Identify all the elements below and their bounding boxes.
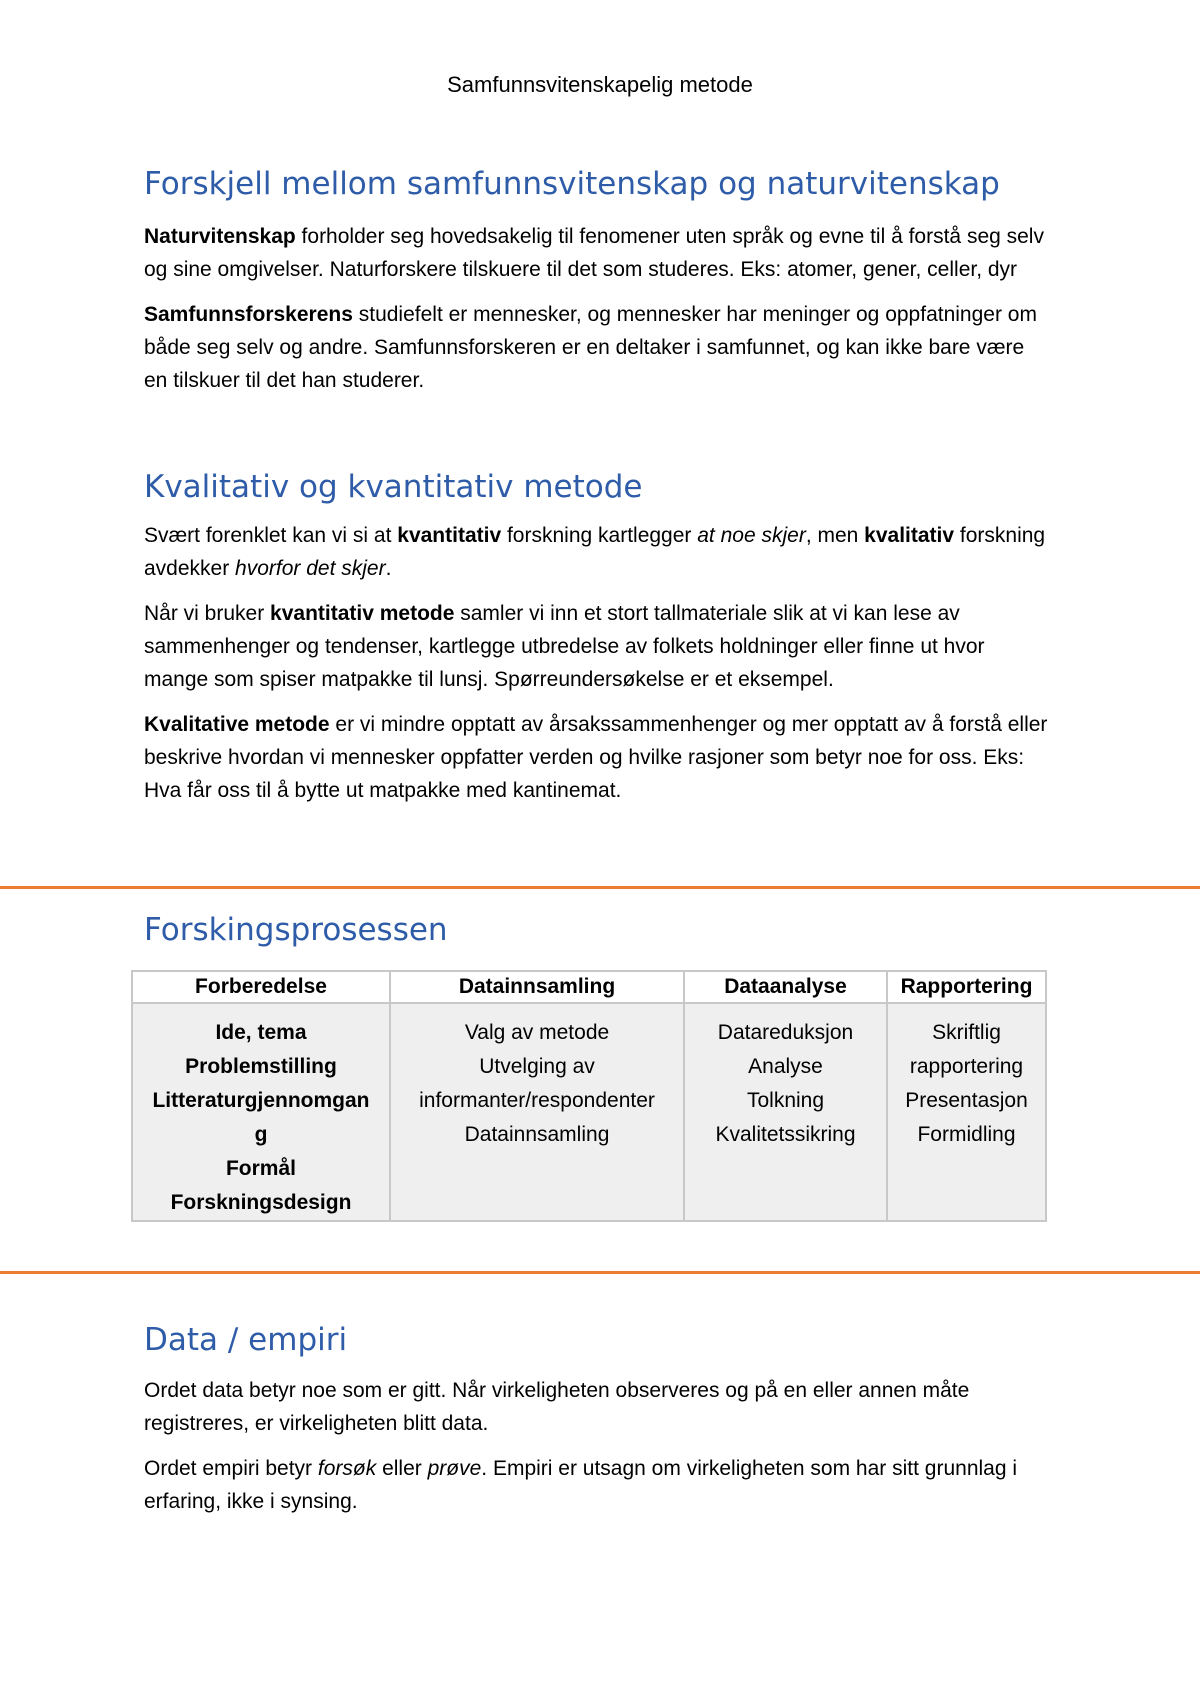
- cell-line: Formål: [225, 1157, 296, 1180]
- cell-line: Forskningsdesign: [170, 1191, 352, 1214]
- cell-line: Ide, tema: [215, 1021, 307, 1044]
- table-cell: [132, 1003, 390, 1221]
- section-research-process: [144, 910, 1049, 950]
- section-differences: [144, 164, 1049, 397]
- paragraph: Ordet data betyr noe som er gitt. Når virkeligheten observeres og på en eller annen måte registreres, er virkeligheten blitt data.: [144, 1379, 970, 1435]
- table-header-row: [132, 971, 1046, 1003]
- cell-line: Valg av metode: [464, 1021, 610, 1044]
- cell-line: Kvalitetssikring: [715, 1123, 856, 1146]
- paragraph-text: . Empiri er utsagn om virkeligheten som har sitt grunnlag i erfaring, ikke i synsing.: [144, 1457, 1018, 1513]
- paragraph: [144, 519, 1049, 585]
- cell-line: Litteraturgjennomgan: [152, 1089, 370, 1112]
- orange-divider: [0, 1271, 1200, 1274]
- paragraph-text: Ordet empiri betyr: [144, 1457, 318, 1480]
- paragraph-text: eller: [376, 1457, 428, 1480]
- italic-text: at noe skjer: [697, 524, 806, 547]
- cell-line: g: [254, 1123, 268, 1146]
- table-header-cell: Rapportering: [887, 971, 1046, 1003]
- table-header-cell: Dataanalyse: [684, 971, 887, 1003]
- table-header-cell: Forberedelse: [132, 971, 390, 1003]
- section-heading: Kvalitativ og kvantitativ metode: [144, 469, 643, 505]
- paragraph-text: Når vi bruker: [144, 602, 271, 625]
- paragraph-text: , men: [805, 524, 865, 547]
- cell-line: Tolkning: [746, 1089, 825, 1112]
- research-process-table: [131, 970, 1047, 1222]
- bold-term: kvantitativ: [397, 524, 502, 547]
- bold-term: Samfunnsforskerens: [144, 303, 353, 326]
- table-cell: [390, 1003, 684, 1221]
- paragraph: [144, 597, 1049, 696]
- italic-text: prøve: [427, 1457, 482, 1480]
- bold-term: kvantitativ metode: [270, 602, 455, 625]
- table-cell: [887, 1003, 1046, 1221]
- section-heading: Data / empiri: [144, 1322, 348, 1358]
- paragraph-text: forholder seg hovedsakelig til fenomener uten språk og evne til å forstå seg selv og sine omgivelser. Naturforskere tilskuere til det som studeres. Eks: atomer, gener, celler, dyr: [144, 225, 1044, 281]
- italic-text: hvorfor det skjer: [235, 557, 386, 580]
- section-data-empiri: [144, 1320, 1049, 1518]
- cell-line: Formidling: [917, 1123, 1016, 1146]
- bold-term: Naturvitenskap: [144, 225, 296, 248]
- table-row: [132, 1003, 1046, 1221]
- cell-line: Datareduksjon: [717, 1021, 854, 1044]
- cell-line: Skriftlig: [932, 1021, 1001, 1044]
- paragraph: [144, 1452, 1049, 1518]
- paragraph-text: er vi mindre opptatt av årsakssammenhenger og mer opptatt av å forstå eller beskrive hvordan vi mennesker oppfatter verden og hvilke rasjoner som betyr noe for oss. Eks: Hva får oss til å bytte ut matpakke med kantinemat.: [144, 713, 1048, 802]
- table-cell: [684, 1003, 887, 1221]
- cell-line: Problemstilling: [185, 1055, 337, 1078]
- section-heading: Forskjell mellom samfunnsvitenskap og naturvitenskap: [144, 166, 1000, 202]
- section-methods: [144, 467, 1049, 807]
- paragraph-text: forskning kartlegger: [501, 524, 698, 547]
- paragraph-text: studiefelt er mennesker, og mennesker har meninger og oppfatninger om både seg selv og andre. Samfunnsforskeren er en deltaker i samfunnet, og kan ikke bare være en tilskuer til det han studerer.: [144, 303, 1037, 392]
- cell-line: rapportering: [909, 1055, 1024, 1078]
- cell-line: informanter/respondenter: [419, 1089, 655, 1112]
- paragraph-text: .: [385, 557, 392, 580]
- paragraph-text: Svært forenklet kan vi si at: [144, 524, 398, 547]
- cell-line: Utvelging av: [479, 1055, 595, 1078]
- cell-line: Presentasjon: [905, 1089, 1028, 1112]
- paragraph-text: forskning avdekker: [144, 524, 1046, 580]
- bold-term: Kvalitative metode: [144, 713, 330, 736]
- cell-line: Datainnsamling: [464, 1123, 610, 1146]
- paragraph-text: samler vi inn et stort tallmateriale slik at vi kan lese av sammenhenger og tendenser, kartlegge utbredelse av folkets holdninger eller finne ut hvor mange som spiser matpakke til lunsj. Spørreundersøkelse er et eksempel.: [144, 602, 985, 691]
- orange-divider: [0, 886, 1200, 889]
- bold-term: kvalitativ: [864, 524, 955, 547]
- cell-line: Analyse: [748, 1055, 823, 1078]
- italic-text: forsøk: [317, 1457, 377, 1480]
- paragraph: [144, 708, 1049, 807]
- paragraph: [144, 220, 1049, 286]
- page-header: Samfunnsvitenskapelig metode: [447, 72, 753, 97]
- table-header-cell: Datainnsamling: [390, 971, 684, 1003]
- paragraph: [144, 298, 1049, 397]
- section-heading: Forskingsprosessen: [144, 912, 448, 948]
